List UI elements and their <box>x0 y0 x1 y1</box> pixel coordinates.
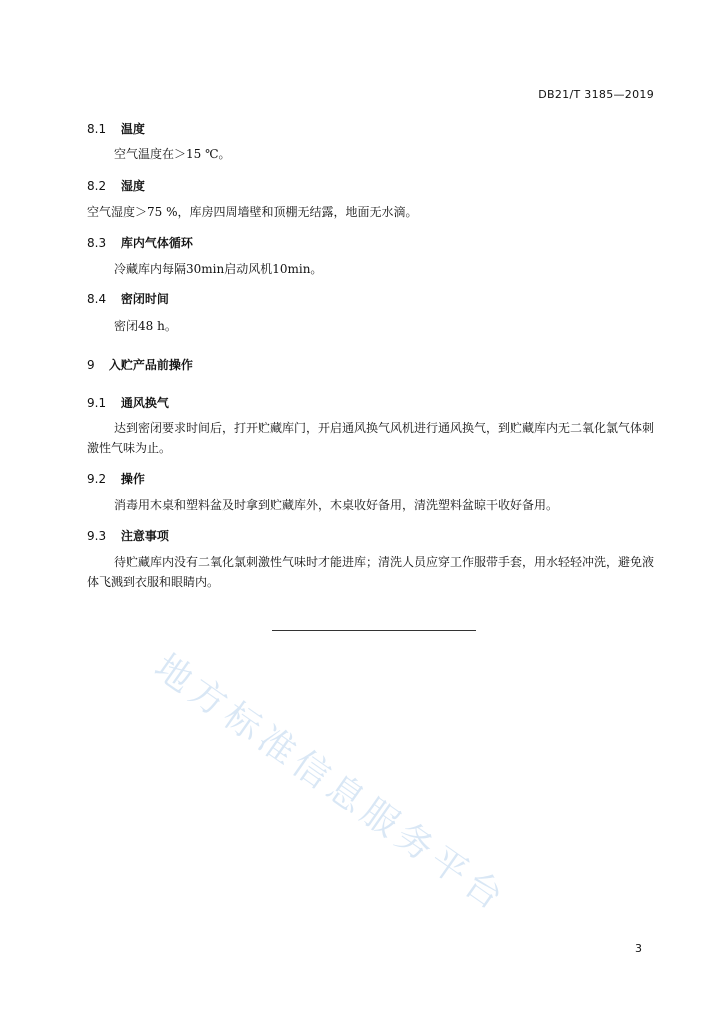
paragraph-8-4: 密闭48 h。 <box>114 319 177 333</box>
document-code: DB21/T 3185—2019 <box>538 88 654 101</box>
paragraph-9-1: 达到密闭要求时间后，打开贮藏库门，开启通风换气风机进行通风换气，到贮藏库内无二氧化氯气体刺激性气味为止。 <box>87 421 655 455</box>
heading-number: 9 <box>87 358 95 372</box>
paragraph-8-3: 冷藏库内每隔30min启动风机10min。 <box>114 262 323 276</box>
heading-number: 8.4 <box>87 292 107 306</box>
heading-title: 注意事项 <box>120 529 169 543</box>
heading-title: 密闭时间 <box>120 292 169 306</box>
paragraph-8-1: 空气温度在＞15 ℃。 <box>114 147 231 161</box>
heading-title: 库内气体循环 <box>120 236 193 250</box>
heading-9-2 <box>87 470 145 487</box>
page-number: 3 <box>635 942 642 955</box>
end-rule <box>272 630 476 631</box>
heading-title: 入贮产品前操作 <box>108 358 193 372</box>
heading-8-3 <box>87 234 193 251</box>
heading-number: 9.2 <box>87 472 107 486</box>
heading-title: 温度 <box>120 122 145 136</box>
heading-number: 9.1 <box>87 396 107 410</box>
heading-9-1 <box>87 394 169 411</box>
heading-8-1 <box>87 120 145 137</box>
heading-number: 8.1 <box>87 122 107 136</box>
heading-title: 通风换气 <box>120 396 169 410</box>
heading-number: 8.3 <box>87 236 107 250</box>
heading-title: 操作 <box>120 472 145 486</box>
heading-number: 9.3 <box>87 529 107 543</box>
heading-8-4 <box>87 290 169 307</box>
watermark: 地方标准信息服务平台 <box>146 646 515 922</box>
heading-title: 湿度 <box>120 179 145 193</box>
heading-9 <box>87 356 193 373</box>
heading-number: 8.2 <box>87 179 107 193</box>
paragraph-9-3: 待贮藏库内没有二氧化氯刺激性气味时才能进库；清洗人员应穿工作服带手套，用水轻轻冲洗，避免液体飞溅到衣服和眼睛内。 <box>87 555 655 589</box>
paragraph-9-2: 消毒用木桌和塑料盆及时拿到贮藏库外，木桌收好备用，清洗塑料盆晾干收好备用。 <box>114 498 559 512</box>
paragraph-8-2: 空气湿度＞75 %，库房四周墙壁和顶棚无结露，地面无水滴。 <box>87 205 418 219</box>
heading-8-2 <box>87 177 145 194</box>
heading-9-3 <box>87 527 169 544</box>
